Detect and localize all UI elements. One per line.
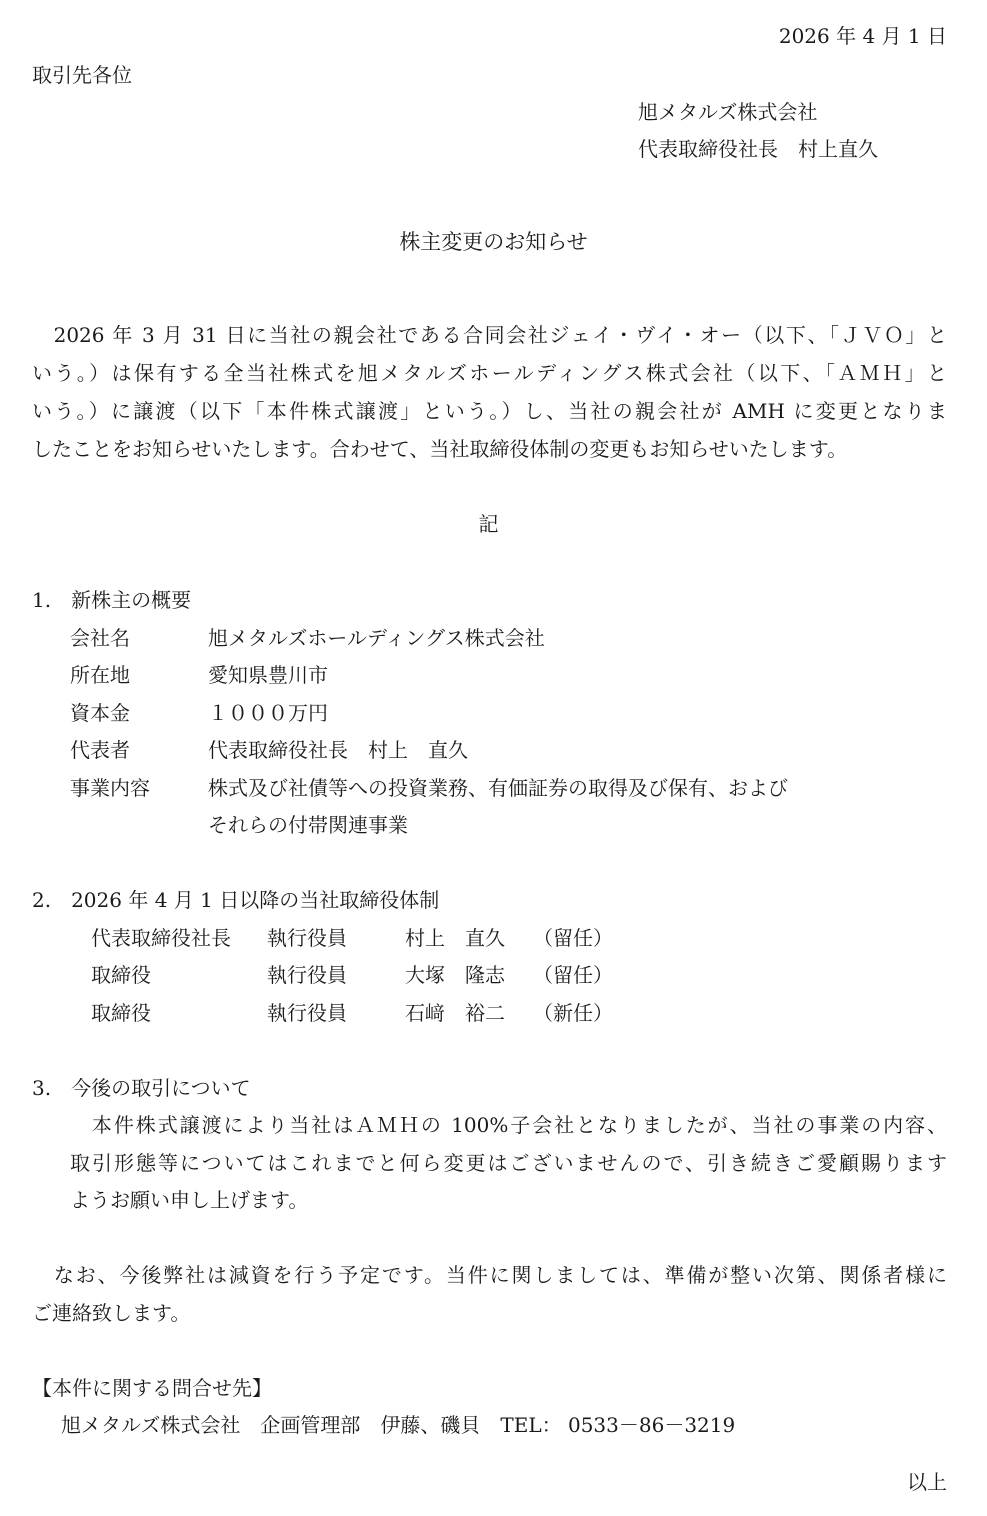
- sender-signatory: 代表取締役社長 村上直久: [638, 137, 878, 161]
- row-label: 所在地: [70, 663, 130, 687]
- intro-line: 2026 年 3 月 31 日に当社の親会社である合同会社ジェイ・ヴイ・オー（以下、「ＪＶＯ」と: [32, 323, 947, 347]
- row-value: 旭メタルズホールディングス株式会社: [208, 626, 545, 650]
- officer-role: 執行役員: [267, 926, 347, 950]
- section-heading: 1. 新株主の概要: [32, 588, 192, 612]
- row-value: 代表取締役社長 村上 直久: [208, 738, 468, 762]
- row-label: 代表者: [70, 738, 130, 762]
- row-value-continued: それらの付帯関連事業: [208, 813, 408, 837]
- page-title: 株主変更のお知らせ: [399, 230, 588, 254]
- sender-company: 旭メタルズ株式会社: [638, 100, 818, 124]
- row-value: 愛知県豊川市: [208, 663, 328, 687]
- document-date: 2026 年 4 月 1 日: [778, 24, 947, 48]
- officer-title: 取締役: [91, 1001, 151, 1025]
- intro-line: いう。）に譲渡（以下「本件株式譲渡」という。）し、当社の親会社が AMH に変更となりま: [32, 399, 947, 423]
- officer-status: （新任）: [533, 1001, 613, 1025]
- section-text-line: 本件株式譲渡により当社はＡＭＨの 100%子会社となりましたが、当社の事業の内容、: [70, 1113, 947, 1137]
- row-value: 株式及び社債等への投資業務、有価証券の取得及び保有、および: [208, 776, 788, 800]
- recipient: 取引先各位: [32, 63, 132, 87]
- intro-line: したことをお知らせいたします。合わせて、当社取締役体制の変更もお知らせいたします。: [32, 437, 848, 461]
- row-label: 会社名: [70, 626, 130, 650]
- officer-title: 取締役: [91, 963, 151, 987]
- note-line: ご連絡致します。: [32, 1301, 191, 1325]
- note-line: なお、今後弊社は減資を行う予定です。当件に関しましては、準備が整い次第、関係者様に: [32, 1263, 947, 1287]
- contact-heading: 【本件に関する問合せ先】: [32, 1376, 272, 1400]
- officer-role: 執行役員: [267, 1001, 347, 1025]
- section-text-line: ようお願い申し上げます。: [70, 1188, 309, 1212]
- officer-status: （留任）: [533, 963, 613, 987]
- section-heading: 2. 2026 年 4 月 1 日以降の当社取締役体制: [32, 888, 440, 912]
- officer-name: 石﨑 裕二: [405, 1001, 505, 1025]
- intro-line: いう。）は保有する全当社株式を旭メタルズホールディングス株式会社（以下、「ＡＭＨ」と: [32, 361, 947, 385]
- officer-name: 大塚 隆志: [405, 963, 505, 987]
- row-label: 資本金: [70, 701, 130, 725]
- officer-name: 村上 直久: [405, 926, 505, 950]
- closing: 以上: [907, 1470, 947, 1494]
- officer-title: 代表取締役社長: [91, 926, 231, 950]
- contact-line: 旭メタルズ株式会社 企画管理部 伊藤、磯貝 TEL： 0533－86－3219: [61, 1413, 736, 1437]
- row-label: 事業内容: [70, 776, 150, 800]
- officer-role: 執行役員: [267, 963, 347, 987]
- officer-status: （留任）: [533, 926, 613, 950]
- row-value: １０００万円: [208, 701, 328, 725]
- section-heading: 3. 今後の取引について: [32, 1076, 251, 1100]
- section-text-line: 取引形態等についてはこれまでと何ら変更はございませんので、引き続きご愛顧賜ります: [70, 1151, 947, 1175]
- ki-marker: 記: [478, 512, 499, 536]
